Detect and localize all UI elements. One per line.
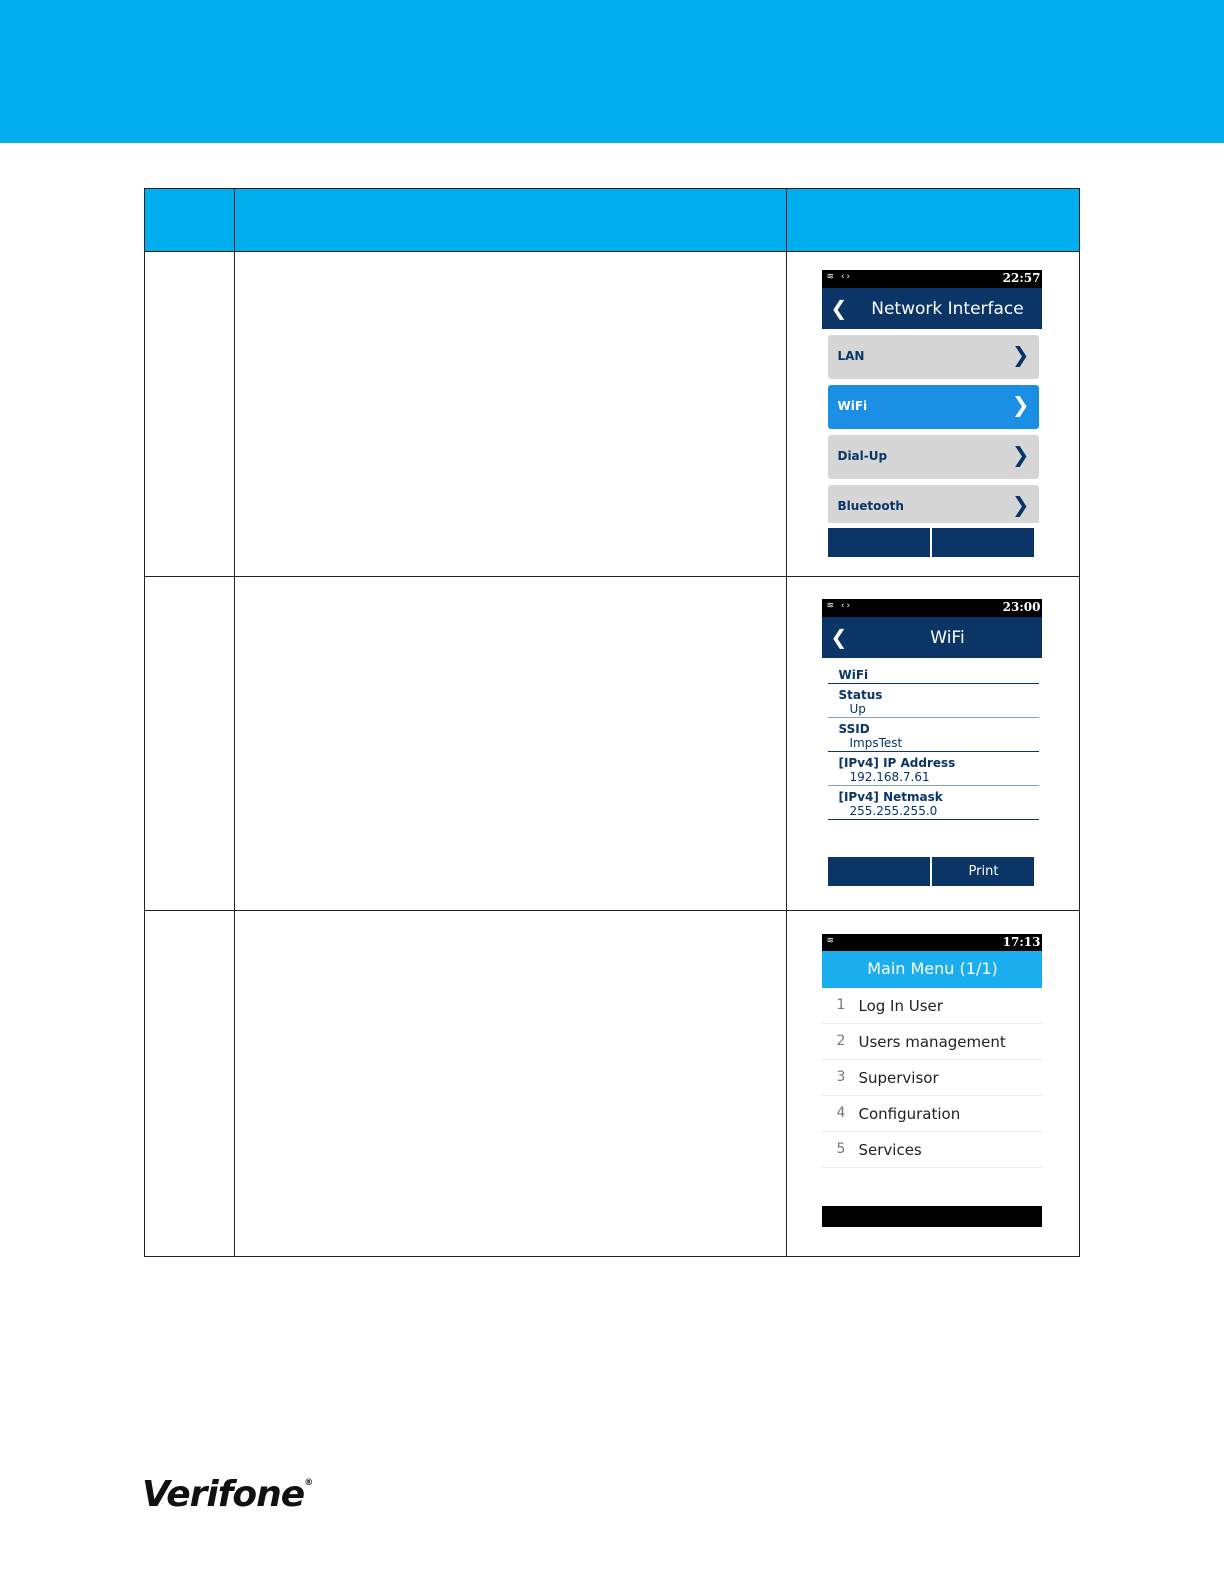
- chevron-right-icon: ❯: [1011, 443, 1030, 467]
- table-row: [145, 252, 1080, 577]
- info-label: Status: [838, 688, 883, 702]
- menu-item-label: Bluetooth: [837, 499, 904, 513]
- screen-title: WiFi: [930, 628, 965, 648]
- info-item-ip-address: [828, 752, 1039, 786]
- wifi-info-list: [822, 658, 1042, 820]
- wifi-signal-icon: ≋ ‹›: [826, 272, 853, 282]
- left-softkey[interactable]: [828, 857, 930, 886]
- menu-item-log-in-user[interactable]: [822, 988, 1042, 1024]
- step-cell: [145, 577, 235, 911]
- table-header-row: [145, 189, 1080, 252]
- menu-item-supervisor[interactable]: [822, 1060, 1042, 1096]
- info-label: WiFi: [838, 668, 869, 682]
- left-softkey[interactable]: [828, 528, 930, 557]
- clock: 22:57: [1002, 271, 1041, 285]
- header-screen: [787, 189, 1080, 252]
- status-bar: [822, 270, 1042, 288]
- chevron-right-icon: ❯: [1011, 343, 1030, 367]
- info-label: SSID: [838, 722, 870, 736]
- info-label: [IPv4] IP Address: [838, 756, 956, 770]
- info-item-status: [828, 684, 1039, 718]
- menu-item-number: 1: [836, 997, 846, 1013]
- info-label: [IPv4] Netmask: [838, 790, 943, 804]
- menu-item-label: LAN: [837, 349, 865, 363]
- back-arrow-icon[interactable]: ❮: [830, 296, 848, 320]
- menu-item-label: Services: [858, 1141, 922, 1159]
- screen-title: Main Menu (1/1): [822, 951, 1042, 988]
- softkey-bar: [828, 857, 1036, 886]
- main-menu-screen: [822, 934, 1042, 1227]
- wifi-signal-icon: ≋ ‹›: [826, 601, 853, 611]
- screenshot-cell: [787, 252, 1080, 577]
- print-button[interactable]: Print: [932, 857, 1034, 886]
- menu-item-number: 3: [836, 1069, 846, 1085]
- clock: 23:00: [1002, 600, 1041, 614]
- info-item-ssid: [828, 718, 1039, 752]
- screen-title: Network Interface: [871, 299, 1024, 319]
- menu-item-number: 4: [836, 1105, 846, 1121]
- menu-item-configuration[interactable]: [822, 1096, 1042, 1132]
- info-item-netmask: [828, 786, 1039, 820]
- menu-item-label: Dial-Up: [837, 449, 888, 463]
- step-cell: [145, 252, 235, 577]
- network-interface-screen: [822, 270, 1042, 560]
- description-cell: [234, 252, 787, 577]
- softkey-bar: [828, 528, 1036, 557]
- header-description: [234, 189, 787, 252]
- wifi-screen: [822, 599, 1042, 889]
- registered-mark: ®: [304, 1478, 313, 1488]
- menu-item-number: 5: [836, 1141, 846, 1157]
- table-row: [145, 577, 1080, 911]
- info-value: 255.255.255.0: [849, 804, 938, 818]
- info-value: Up: [849, 702, 866, 716]
- chevron-right-icon: ❯: [1011, 493, 1030, 517]
- title-bar: [822, 617, 1042, 658]
- screenshot-cell: [787, 911, 1080, 1257]
- status-bar: [822, 934, 1042, 951]
- description-cell: [234, 577, 787, 911]
- menu-item-wifi[interactable]: [828, 385, 1039, 429]
- info-value: 192.168.7.61: [849, 770, 930, 784]
- menu-item-services[interactable]: [822, 1132, 1042, 1168]
- menu-item-label: Users management: [858, 1033, 1006, 1051]
- info-header: [828, 666, 1039, 684]
- right-softkey[interactable]: [932, 528, 1034, 557]
- menu-item-label: Supervisor: [858, 1069, 939, 1087]
- table-row: [145, 911, 1080, 1257]
- menu-item-label: Configuration: [858, 1105, 961, 1123]
- menu-item-bluetooth[interactable]: [828, 485, 1039, 523]
- menu-item-number: 2: [836, 1033, 846, 1049]
- chevron-right-icon: ❯: [1011, 393, 1030, 417]
- menu-item-label: Log In User: [858, 997, 943, 1015]
- menu-item-dial-up[interactable]: [828, 435, 1039, 479]
- wifi-signal-icon: ≋: [826, 936, 837, 946]
- logo-text: Verifone: [142, 1474, 305, 1515]
- clock: 17:13: [1002, 935, 1041, 949]
- menu-item-lan[interactable]: [828, 335, 1039, 379]
- bottom-bar: [822, 1206, 1042, 1227]
- back-arrow-icon[interactable]: ❮: [830, 625, 848, 649]
- verifone-logo: [142, 1474, 312, 1515]
- step-cell: [145, 911, 235, 1257]
- description-cell: [234, 911, 787, 1257]
- top-banner: [0, 0, 1224, 143]
- title-bar: [822, 288, 1042, 329]
- screenshot-cell: [787, 577, 1080, 911]
- steps-table: [144, 188, 1080, 1257]
- menu-item-users-management[interactable]: [822, 1024, 1042, 1060]
- menu-item-label: WiFi: [837, 399, 868, 413]
- info-value: ImpsTest: [849, 736, 903, 750]
- status-bar: [822, 599, 1042, 617]
- header-step: [145, 189, 235, 252]
